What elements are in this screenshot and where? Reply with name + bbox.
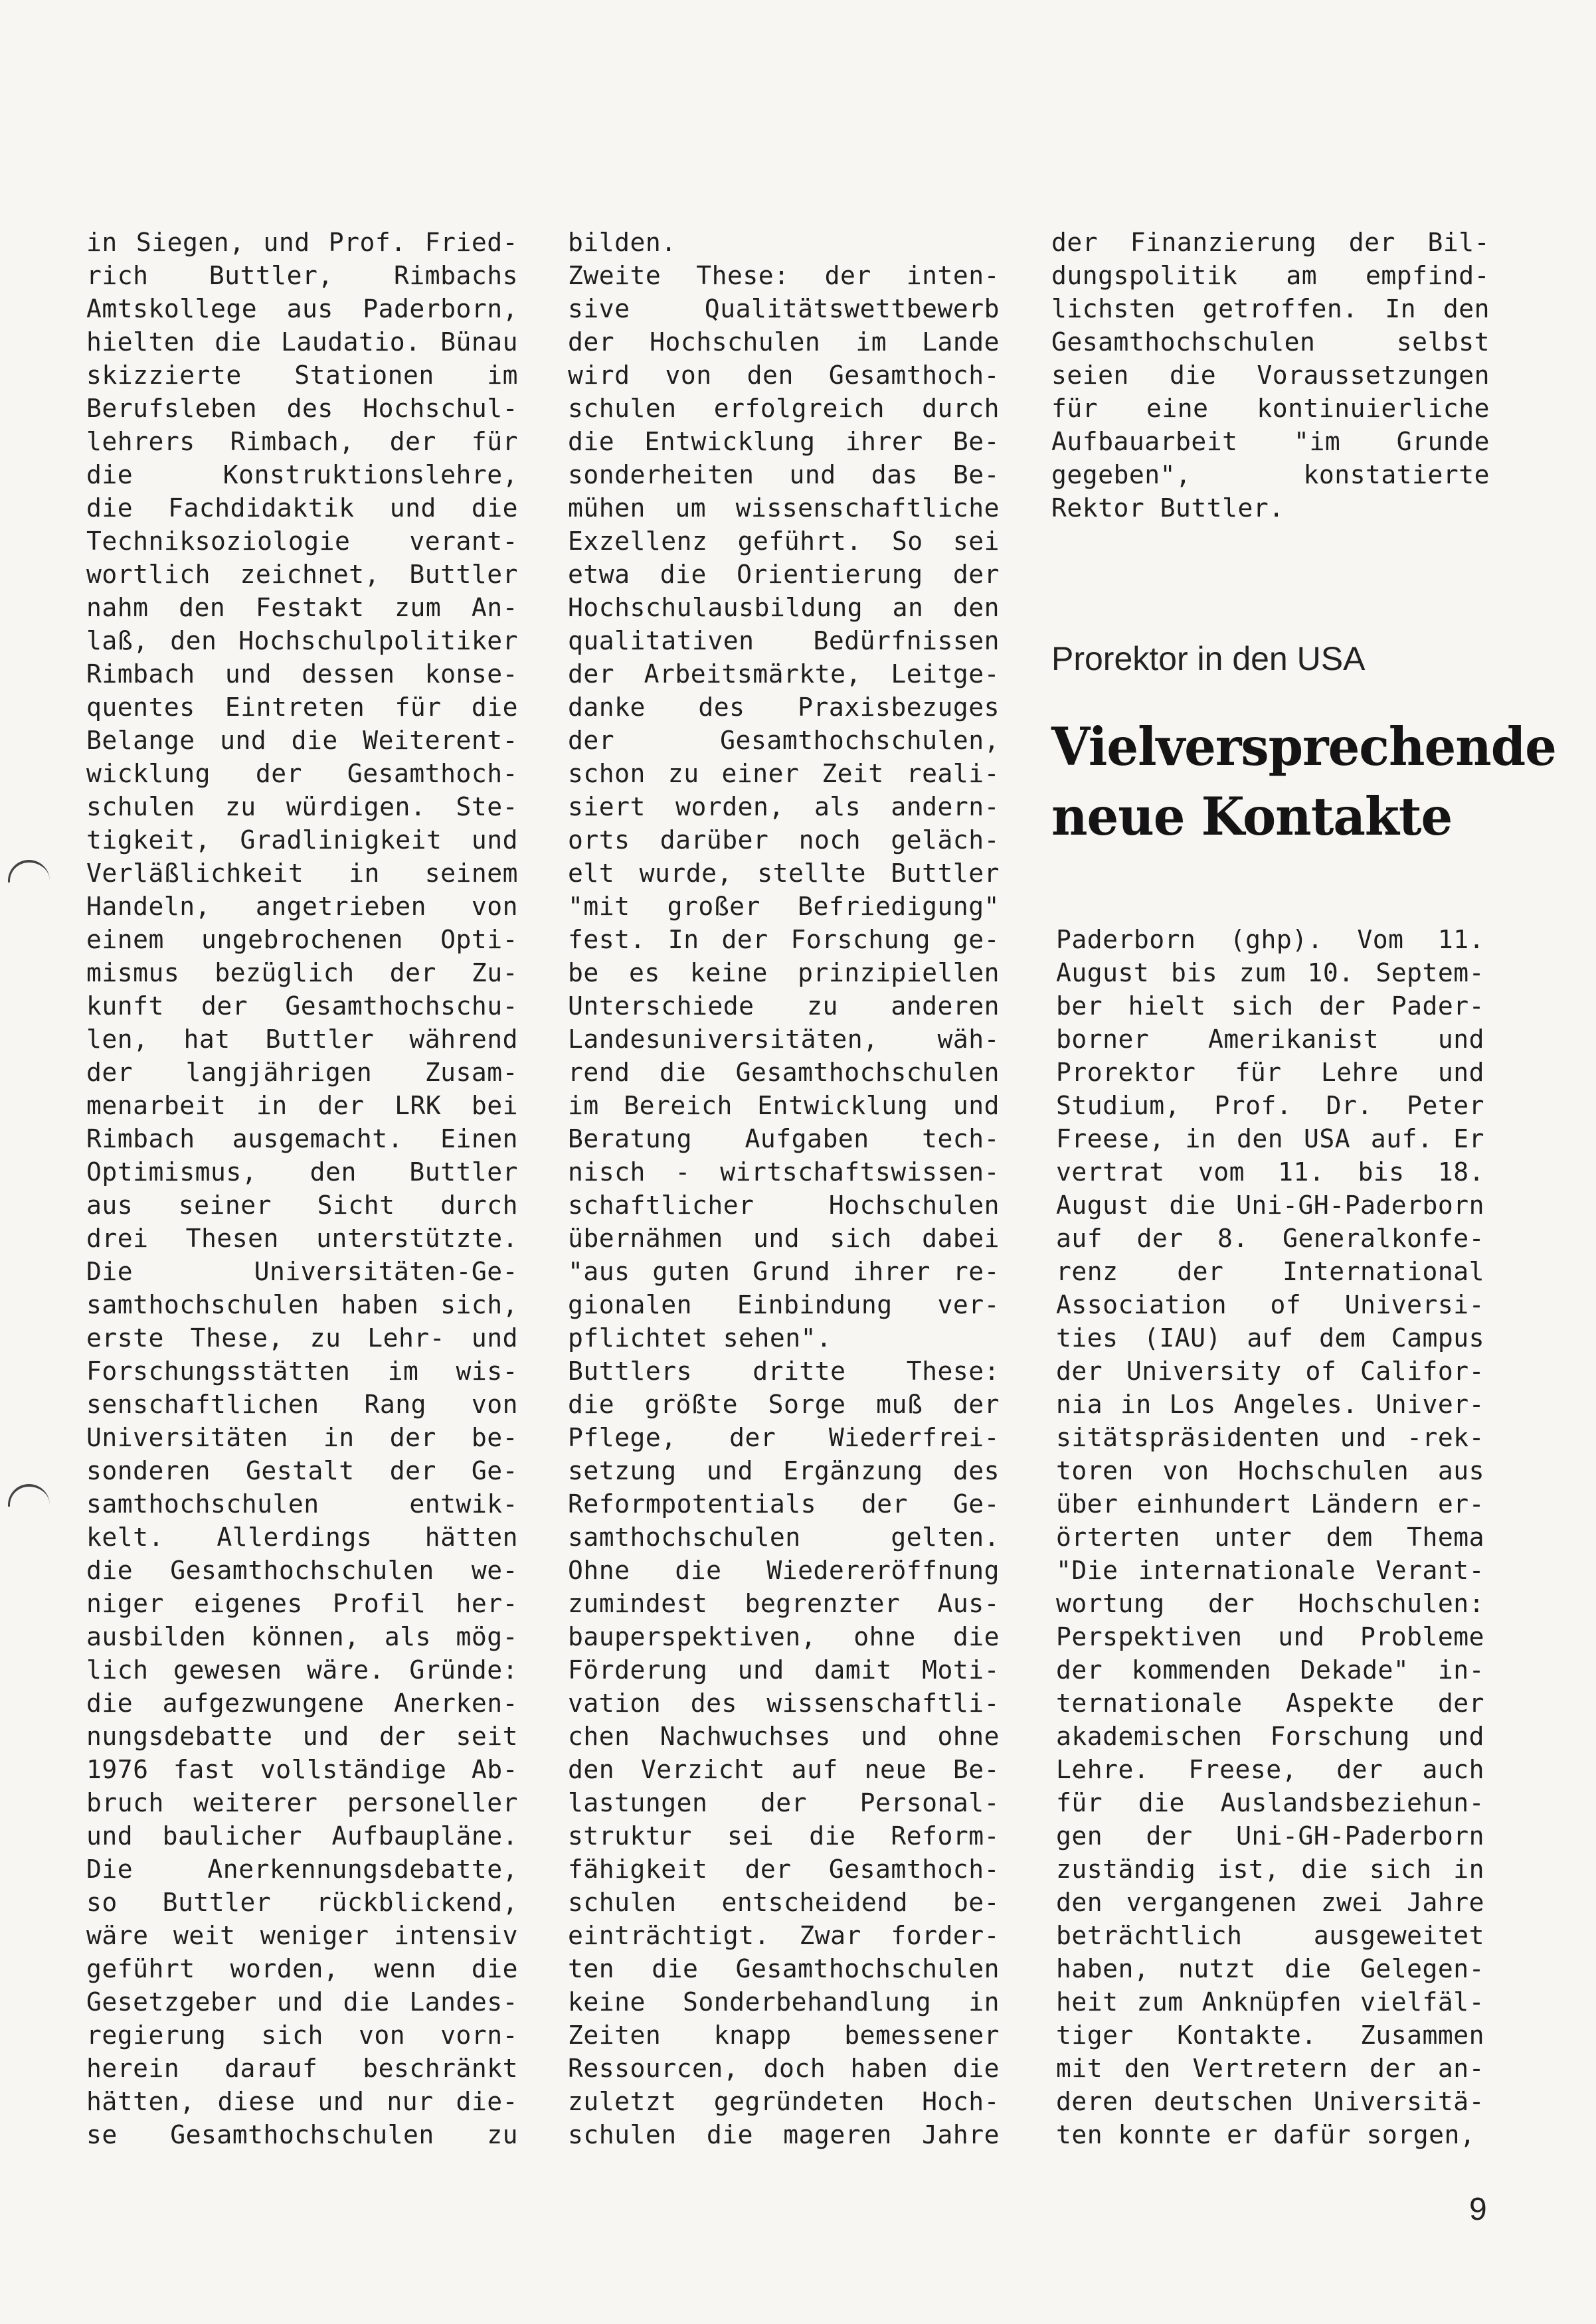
headline-line-1: Vielversprechende xyxy=(1051,716,1556,778)
text-line: Berufsleben des Hochschul- xyxy=(86,394,518,423)
text-line: akademischen Forschung und xyxy=(1056,1722,1484,1751)
text-line: kunft der Gesamthochschu- xyxy=(86,991,518,1021)
text-line: Gesamthochschulen selbst xyxy=(1051,327,1490,357)
column-3-continuation xyxy=(1051,226,1490,525)
text-line: fest. In der Forschung ge- xyxy=(568,925,1000,954)
text-line: Prorektor für Lehre und xyxy=(1056,1058,1484,1087)
text-line: schon zu einer Zeit reali- xyxy=(568,759,1000,788)
text-line: August bis zum 10. Septem- xyxy=(1056,958,1484,987)
text-line: danke des Praxisbezuges xyxy=(568,693,1000,722)
article-body xyxy=(1056,923,1484,2151)
text-line: Aufbauarbeit "im Grunde xyxy=(1051,427,1490,456)
text-line: den Verzicht auf neue Be- xyxy=(568,1755,1000,1784)
text-line: Association of Universi- xyxy=(1056,1290,1484,1319)
text-line: Buttlers dritte These: xyxy=(568,1357,1000,1386)
text-line: lehrers Rimbach, der für xyxy=(86,427,518,456)
text-line: toren von Hochschulen aus xyxy=(1056,1456,1484,1485)
text-line: der kommenden Dekade" in- xyxy=(1056,1655,1484,1685)
text-line: Rimbach ausgemacht. Einen xyxy=(86,1124,518,1153)
text-line: vertrat vom 11. bis 18. xyxy=(1056,1157,1484,1187)
text-line: schulen die mageren Jahre xyxy=(568,2120,1000,2149)
text-line: der Arbeitsmärkte, Leitge- xyxy=(568,659,1000,689)
text-line: lastungen der Personal- xyxy=(568,1788,1000,1817)
text-line: samthochschulen entwik- xyxy=(86,1489,518,1519)
text-line: Hochschulausbildung an den xyxy=(568,593,1000,622)
text-line: samthochschulen haben sich, xyxy=(86,1290,518,1319)
text-line: renz der International xyxy=(1056,1257,1484,1286)
punch-hole-mark xyxy=(8,1484,50,1507)
text-line: nungsdebatte und der seit xyxy=(86,1722,518,1751)
text-line: schulen zu würdigen. Ste- xyxy=(86,792,518,821)
text-line: der Hochschulen im Lande xyxy=(568,327,1000,357)
text-line: dungspolitik am empfind- xyxy=(1051,261,1490,290)
text-line: Perspektiven und Probleme xyxy=(1056,1622,1484,1651)
text-line: einem ungebrochenen Opti- xyxy=(86,925,518,954)
text-line: etwa die Orientierung der xyxy=(568,560,1000,589)
text-line: samthochschulen gelten. xyxy=(568,1523,1000,1552)
text-line: hielten die Laudatio. Bünau xyxy=(86,327,518,357)
text-line: kelt. Allerdings hätten xyxy=(86,1523,518,1552)
text-line: Die Universitäten-Ge- xyxy=(86,1257,518,1286)
text-line: gionalen Einbindung ver- xyxy=(568,1290,1000,1319)
punch-hole-mark xyxy=(8,860,50,882)
text-line: "aus guten Grund ihrer re- xyxy=(568,1257,1000,1286)
text-line: quentes Eintreten für die xyxy=(86,693,518,722)
text-line: Reformpotentials der Ge- xyxy=(568,1489,1000,1519)
text-line: wird von den Gesamthoch- xyxy=(568,361,1000,390)
text-line: Freese, in den USA auf. Er xyxy=(1056,1124,1484,1153)
text-line: Beratung Aufgaben tech- xyxy=(568,1124,1000,1153)
text-line: aus seiner Sicht durch xyxy=(86,1191,518,1220)
text-line: tigkeit, Gradlinigkeit und xyxy=(86,825,518,855)
text-line: der Finanzierung der Bil- xyxy=(1051,228,1490,257)
text-line: Optimismus, den Buttler xyxy=(86,1157,518,1187)
text-line: schulen entscheidend be- xyxy=(568,1888,1000,1917)
text-line: rich Buttler, Rimbachs xyxy=(86,261,518,290)
text-line: beträchtlich ausgeweitet xyxy=(1056,1921,1484,1950)
text-line: gen der Uni-GH-Paderborn xyxy=(1056,1821,1484,1851)
text-line: auf der 8. Generalkonfe- xyxy=(1056,1224,1484,1253)
column-2 xyxy=(568,226,1000,2151)
text-line: tiger Kontakte. Zusammen xyxy=(1056,2021,1484,2050)
text-line: be es keine prinzipiellen xyxy=(568,958,1000,987)
text-line: mühen um wissenschaftliche xyxy=(568,493,1000,523)
text-line: zuständig ist, die sich in xyxy=(1056,1855,1484,1884)
headline-line-2: neue Kontakte xyxy=(1051,786,1453,847)
text-line: August die Uni-GH-Paderborn xyxy=(1056,1191,1484,1220)
text-line: ten konnte er dafür sorgen, xyxy=(1056,2120,1476,2149)
text-line: herein darauf beschränkt xyxy=(86,2054,518,2083)
text-line: sitätspräsidenten und -rek- xyxy=(1056,1423,1484,1452)
text-line: niger eigenes Profil her- xyxy=(86,1589,518,1618)
text-line: mit den Vertretern der an- xyxy=(1056,2054,1484,2083)
text-line: gegeben", konstatierte xyxy=(1051,460,1490,489)
text-line: wortung der Hochschulen: xyxy=(1056,1589,1484,1618)
text-line: Die Anerkennungsdebatte, xyxy=(86,1855,518,1884)
text-line: bruch weiterer personeller xyxy=(86,1788,518,1817)
text-line: Paderborn (ghp). Vom 11. xyxy=(1056,925,1484,954)
text-line: Forschungsstätten im wis- xyxy=(86,1357,518,1386)
text-line: heit zum Anknüpfen vielfäl- xyxy=(1056,1987,1484,2017)
text-line: orts darüber noch geläch- xyxy=(568,825,1000,855)
text-line: der University of Califor- xyxy=(1056,1357,1484,1386)
text-line: die Konstruktionslehre, xyxy=(86,460,518,489)
text-line: Unterschiede zu anderen xyxy=(568,991,1000,1021)
text-line: nisch - wirtschaftswissen- xyxy=(568,1157,1000,1187)
text-line: im Bereich Entwicklung und xyxy=(568,1091,1000,1120)
text-line: Techniksoziologie verant- xyxy=(86,527,518,556)
text-line: struktur sei die Reform- xyxy=(568,1821,1000,1851)
text-line: wortlich zeichnet, Buttler xyxy=(86,560,518,589)
text-line: seien die Voraussetzungen xyxy=(1051,361,1490,390)
text-line: wäre weit weniger intensiv xyxy=(86,1921,518,1950)
text-line: wicklung der Gesamthoch- xyxy=(86,759,518,788)
text-line: ten die Gesamthochschulen xyxy=(568,1954,1000,1983)
text-line: ausbilden können, als mög- xyxy=(86,1622,518,1651)
article-kicker: Prorektor in den USA xyxy=(1051,640,1366,677)
text-line: schulen erfolgreich durch xyxy=(568,394,1000,423)
text-line: Lehre. Freese, der auch xyxy=(1056,1755,1484,1784)
text-line: in Siegen, und Prof. Fried- xyxy=(86,228,518,257)
text-line: erste These, zu Lehr- und xyxy=(86,1323,518,1353)
text-line: Universitäten in der be- xyxy=(86,1423,518,1452)
text-line: Rektor Buttler. xyxy=(1051,493,1285,523)
text-line: borner Amerikanist und xyxy=(1056,1025,1484,1054)
text-line: Exzellenz geführt. So sei xyxy=(568,527,1000,556)
text-line: ber hielt sich der Pader- xyxy=(1056,991,1484,1021)
text-line: so Buttler rückblickend, xyxy=(86,1888,518,1917)
text-line: einträchtigt. Zwar forder- xyxy=(568,1921,1000,1950)
text-line: siert worden, als andern- xyxy=(568,792,1000,821)
text-line: Gesetzgeber und die Landes- xyxy=(86,1987,518,2017)
text-line: örterten unter dem Thema xyxy=(1056,1523,1484,1552)
text-line: senschaftlichen Rang von xyxy=(86,1390,518,1419)
text-line: Zeiten knapp bemessener xyxy=(568,2021,1000,2050)
text-line: Handeln, angetrieben von xyxy=(86,892,518,921)
text-line: schaftlicher Hochschulen xyxy=(568,1191,1000,1220)
text-line: geführt worden, wenn die xyxy=(86,1954,518,1983)
text-line: Ressourcen, doch haben die xyxy=(568,2054,1000,2083)
article-headline xyxy=(1051,712,1556,851)
text-line: elt wurde, stellte Buttler xyxy=(568,859,1000,888)
text-line: zumindest begrenzter Aus- xyxy=(568,1589,1000,1618)
text-line: fähigkeit der Gesamthoch- xyxy=(568,1855,1000,1884)
text-line: laß, den Hochschulpolitiker xyxy=(86,626,518,655)
text-line: deren deutschen Universitä- xyxy=(1056,2087,1484,2116)
text-line: die Fachdidaktik und die xyxy=(86,493,518,523)
text-line: vation des wissenschaftli- xyxy=(568,1689,1000,1718)
text-line: zuletzt gegründeten Hoch- xyxy=(568,2087,1000,2116)
text-line: Zweite These: der inten- xyxy=(568,261,1000,290)
text-line: bilden. xyxy=(568,228,677,257)
text-line: Landesuniversitäten, wäh- xyxy=(568,1025,1000,1054)
text-line: Belange und die Weiterent- xyxy=(86,726,518,755)
text-line: über einhundert Ländern er- xyxy=(1056,1489,1484,1519)
text-line: mismus bezüglich der Zu- xyxy=(86,958,518,987)
text-line: regierung sich von vorn- xyxy=(86,2021,518,2050)
text-line: übernähmen und sich dabei xyxy=(568,1224,1000,1253)
text-line: die Gesamthochschulen we- xyxy=(86,1556,518,1585)
text-line: Ohne die Wiedereröffnung xyxy=(568,1556,1000,1585)
text-line: lichsten getroffen. In den xyxy=(1051,294,1490,323)
text-line: Amtskollege aus Paderborn, xyxy=(86,294,518,323)
text-line: der langjährigen Zusam- xyxy=(86,1058,518,1087)
text-line: chen Nachwuchses und ohne xyxy=(568,1722,1000,1751)
text-line: und baulicher Aufbaupläne. xyxy=(86,1821,518,1851)
text-line: setzung und Ergänzung des xyxy=(568,1456,1000,1485)
text-line: drei Thesen unterstützte. xyxy=(86,1224,518,1253)
text-line: keine Sonderbehandlung in xyxy=(568,1987,1000,2017)
text-line: 1976 fast vollständige Ab- xyxy=(86,1755,518,1784)
text-line: rend die Gesamthochschulen xyxy=(568,1058,1000,1087)
text-line: bauperspektiven, ohne die xyxy=(568,1622,1000,1651)
text-line: ternationale Aspekte der xyxy=(1056,1689,1484,1718)
text-line: se Gesamthochschulen zu xyxy=(86,2120,518,2149)
text-line: hätten, diese und nur die- xyxy=(86,2087,518,2116)
text-line: "Die internationale Verant- xyxy=(1056,1556,1484,1585)
text-line: für die Auslandsbeziehun- xyxy=(1056,1788,1484,1817)
text-line: nahm den Festakt zum An- xyxy=(86,593,518,622)
text-line: qualitativen Bedürfnissen xyxy=(568,626,1000,655)
text-line: für eine kontinuierliche xyxy=(1051,394,1490,423)
text-line: sive Qualitätswettbewerb xyxy=(568,294,1000,323)
text-line: Rimbach und dessen konse- xyxy=(86,659,518,689)
text-line: Verläßlichkeit in seinem xyxy=(86,859,518,888)
text-line: menarbeit in der LRK bei xyxy=(86,1091,518,1120)
text-line: lich gewesen wäre. Gründe: xyxy=(86,1655,518,1685)
text-line: den vergangenen zwei Jahre xyxy=(1056,1888,1484,1917)
text-line: sonderheiten und das Be- xyxy=(568,460,1000,489)
text-line: der Gesamthochschulen, xyxy=(568,726,1000,755)
text-line: Pflege, der Wiederfrei- xyxy=(568,1423,1000,1452)
text-line: len, hat Buttler während xyxy=(86,1025,518,1054)
text-line: Förderung und damit Moti- xyxy=(568,1655,1000,1685)
text-line: sonderen Gestalt der Ge- xyxy=(86,1456,518,1485)
text-line: pflichtet sehen". xyxy=(568,1323,832,1353)
text-line: die Entwicklung ihrer Be- xyxy=(568,427,1000,456)
column-1 xyxy=(86,226,518,2151)
text-line: Studium, Prof. Dr. Peter xyxy=(1056,1091,1484,1120)
text-line: skizzierte Stationen im xyxy=(86,361,518,390)
text-line: ties (IAU) auf dem Campus xyxy=(1056,1323,1484,1353)
text-line: haben, nutzt die Gelegen- xyxy=(1056,1954,1484,1983)
text-line: die größte Sorge muß der xyxy=(568,1390,1000,1419)
page-number: 9 xyxy=(1469,2192,1487,2227)
text-line: nia in Los Angeles. Univer- xyxy=(1056,1390,1484,1419)
text-line: die aufgezwungene Anerken- xyxy=(86,1689,518,1718)
text-line: "mit großer Befriedigung" xyxy=(568,892,1000,921)
